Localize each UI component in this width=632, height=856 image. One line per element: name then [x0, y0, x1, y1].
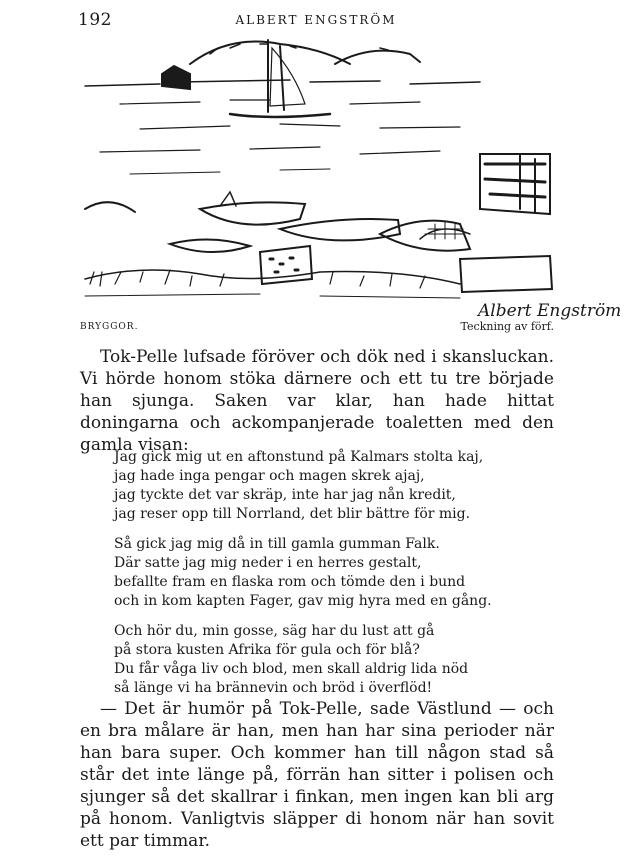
- poem-line: på stora kusten Afrika för gula och för blå?: [114, 642, 420, 658]
- poem-stanza: [114, 622, 524, 698]
- harbor-drawing: [80, 34, 622, 324]
- illustration-credit: Teckning av förf.: [460, 320, 554, 333]
- poem-line: jag tyckte det var skräp, inte har jag nån kredit,: [114, 487, 456, 503]
- poem-line: Så gick jag mig då in till gamla gumman Falk.: [114, 536, 440, 552]
- page-number: 192: [78, 10, 112, 30]
- poem-line: Jag gick mig ut en aftonstund på Kalmars stolta kaj,: [114, 449, 484, 465]
- poem-line: Och hör du, min gosse, säg har du lust att gå: [114, 623, 435, 639]
- signature-drawing: Albert Engström: [478, 301, 622, 321]
- poem: [114, 448, 524, 709]
- poem-line: så länge vi ha brännevin och bröd i överflöd!: [114, 680, 433, 696]
- running-head: ALBERT ENGSTRÖM: [235, 13, 397, 27]
- poem-line: och in kom kapten Fager, gav mig hyra med en gång.: [114, 593, 492, 609]
- body-paragraph: [80, 346, 554, 456]
- poem-stanza: [114, 448, 524, 524]
- poem-stanza: [114, 535, 524, 611]
- poem-line: befallte fram en flaska rom och tömde den i bund: [114, 574, 466, 590]
- paragraph-text: Tok-Pelle lufsade föröver och dök ned i skansluckan. Vi hörde honom stöka därnere och ett tu tre började han sjunga. Saken var klar, han hade hittat doningarna och ackompanjerade toaletten med den gamla visan:: [80, 347, 554, 455]
- body-paragraph: [80, 698, 554, 852]
- poem-line: Där satte jag mig neder i en herres gestalt,: [114, 555, 422, 571]
- poem-line: jag reser opp till Norrland, det blir bättre för mig.: [114, 506, 471, 522]
- poem-line: Du får våga liv och blod, men skall aldrig lida nöd: [114, 661, 469, 677]
- poem-line: jag hade inga pengar och magen skrek ajaj,: [114, 468, 425, 484]
- illustration-caption: BRYGGOR.: [80, 322, 139, 332]
- paragraph-text: — Det är humör på Tok-Pelle, sade Västlund — och en bra målare är han, men han har sina perioder när han bara super. Och kommer han till någon stad så står det inte länge på, förrän han sitter i polisen och sjunger så det skallrar i finkan, men ingen kan bli arg på honom. Vanligtvis släpper di honom när han sovit ett par timmar.: [80, 699, 554, 851]
